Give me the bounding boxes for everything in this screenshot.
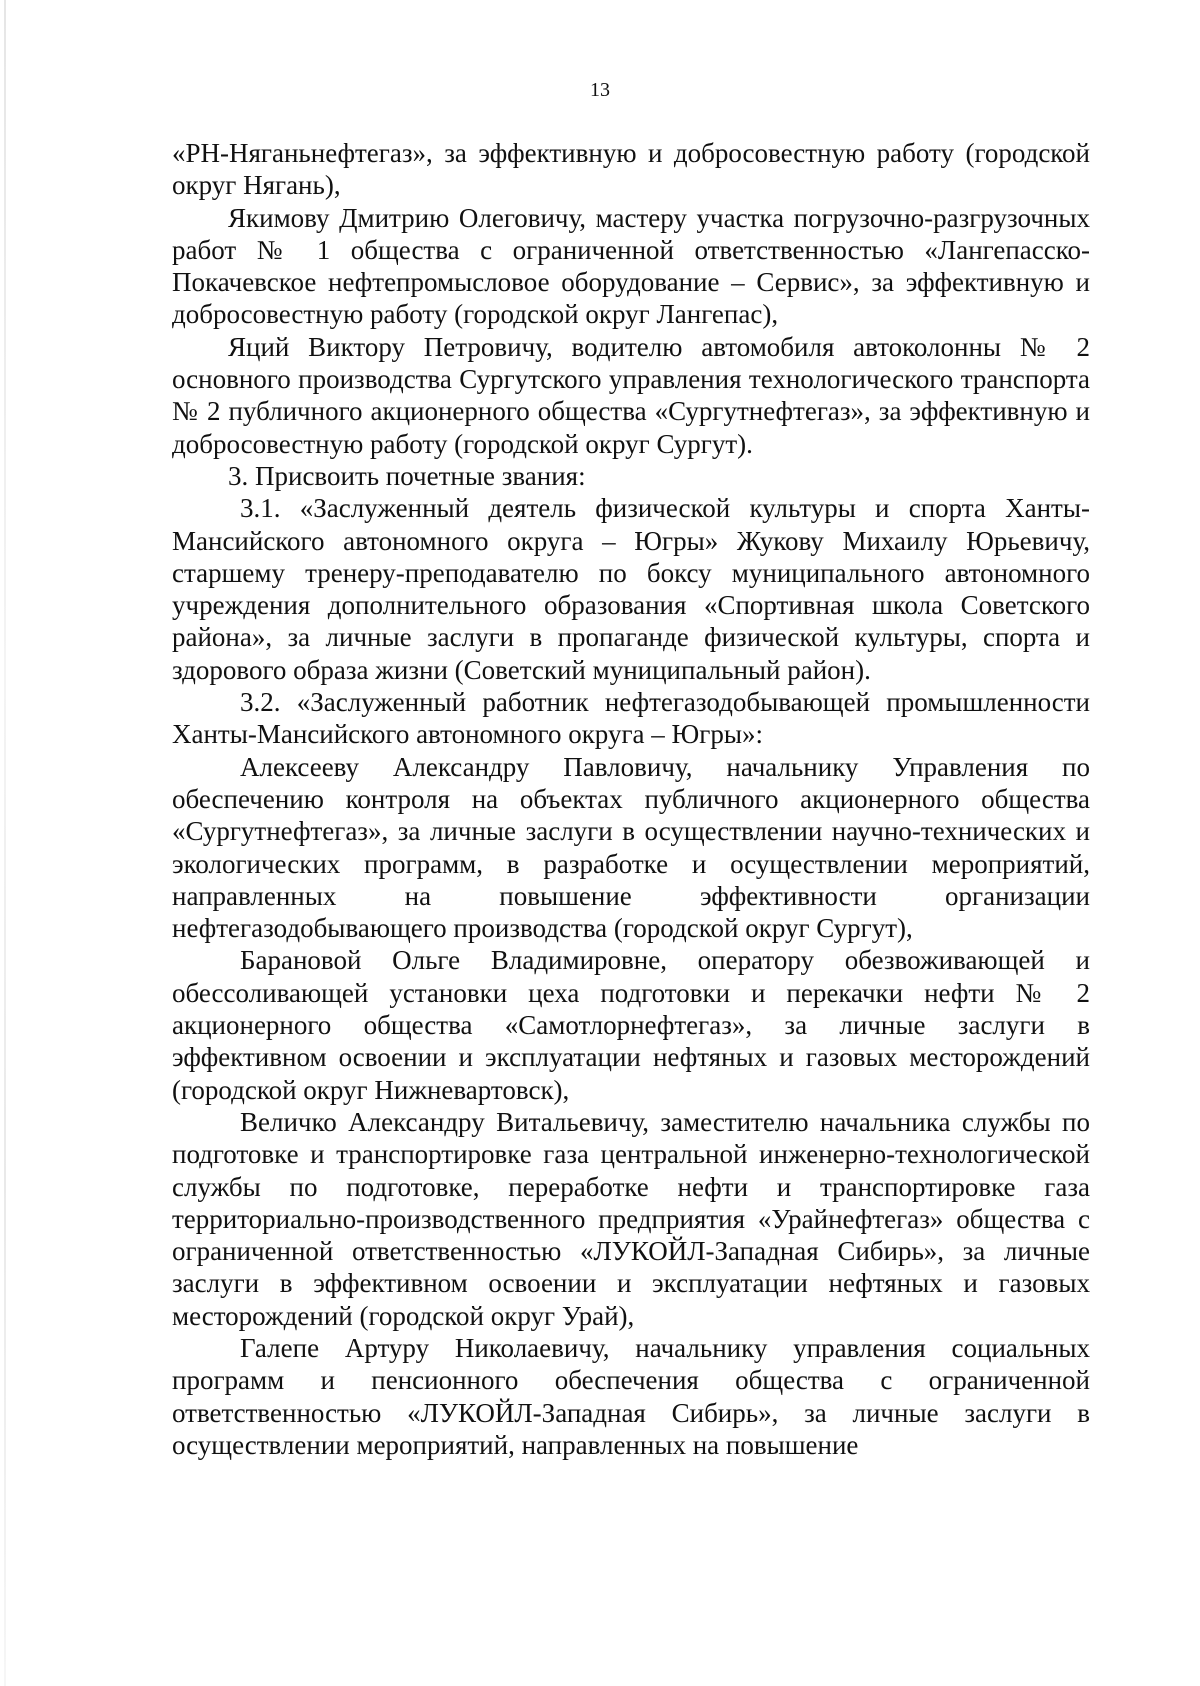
paragraph-section-3: 3. Присвоить почетные звания: bbox=[228, 460, 586, 491]
paragraph-section-3-1: 3.1. «Заслуженный деятель физической культуры и спорта Ханты-Мансийского автономного округа – Югры» Жукову Михаилу Юрьевичу, старшему тренеру-преподавателю по боксу муниципального автономного учреждения дополнительного образования «Спортивная школа Советского района», за личные заслуги в пропаганде физической культуры, спорта и здорового образа жизни (Советский муниципальный район). bbox=[172, 493, 1090, 685]
paragraph-baranova: Барановой Ольге Владимировне, оператору обезвоживающей и обессоливающей установки цеха подготовки и перекачки нефти № 2 акционерного общества «Самотлорнефтегаз», за личные заслуги в эффективном освоении и эксплуатации нефтяных и газовых месторождений (городской округ Нижневартовск), bbox=[172, 945, 1090, 1105]
paragraph-galepa: Галепе Артуру Николаевичу, начальнику управления социальных программ и пенсионного обеспечения общества с ограниченной ответственностью «ЛУКОЙЛ-Западная Сибирь», за личные заслуги в осуществлении мероприятий, направленных на повышение bbox=[172, 1332, 1090, 1460]
paragraph-section-3-2: 3.2. «Заслуженный работник нефтегазодобывающей промышленности Ханты-Мансийского автономного округа – Югры»: bbox=[172, 687, 1090, 750]
paragraph-yakimov: Якимову Дмитрию Олеговичу, мастеру участка погрузочно-разгрузочных работ № 1 общества с ограниченной ответственностью «Лангепасско-Покачевское нефтепромысловое оборудование – Сервис», за эффективную и добросовестную работу (городской округ Лангепас), bbox=[172, 202, 1090, 330]
page-number: 13 bbox=[590, 79, 610, 101]
paragraph-alekseev: Алексееву Александру Павловичу, начальнику Управления по обеспечению контроля на объектах публичного акционерного общества «Сургутнефтегаз», за личные заслуги в осуществлении научно-технических и экологических программ, в разработке и осуществлении мероприятий, направленных на повышение эффективности организации нефтегазодобывающего производства (городской округ Сургут), bbox=[172, 751, 1090, 944]
paragraph-yatsiy: Яций Виктору Петровичу, водителю автомобиля автоколонны № 2 основного производства Сургутского управления технологического транспорта № 2 публичного акционерного общества «Сургутнефтегаз», за эффективную и добросовестную работу (городской округ Сургут). bbox=[172, 331, 1090, 459]
scan-edge bbox=[4, 0, 6, 1686]
paragraph-velichko: Величко Александру Витальевичу, заместителю начальника службы по подготовке и транспортировке газа центральной инженерно-технологической службы по подготовке, переработке нефти и транспортировке газа территориально-производственного предприятия «Урайнефтегаз» общества с ограниченной ответственностью «ЛУКОЙЛ-Западная Сибирь», за личные заслуги в эффективном освоении и эксплуатации нефтяных и газовых месторождений (городской округ Урай), bbox=[172, 1106, 1090, 1331]
paragraph-continuation: «РН-Няганьнефтегаз», за эффективную и добросовестную работу (городской округ Нягань), bbox=[172, 138, 1090, 201]
document-body bbox=[172, 137, 1090, 1461]
